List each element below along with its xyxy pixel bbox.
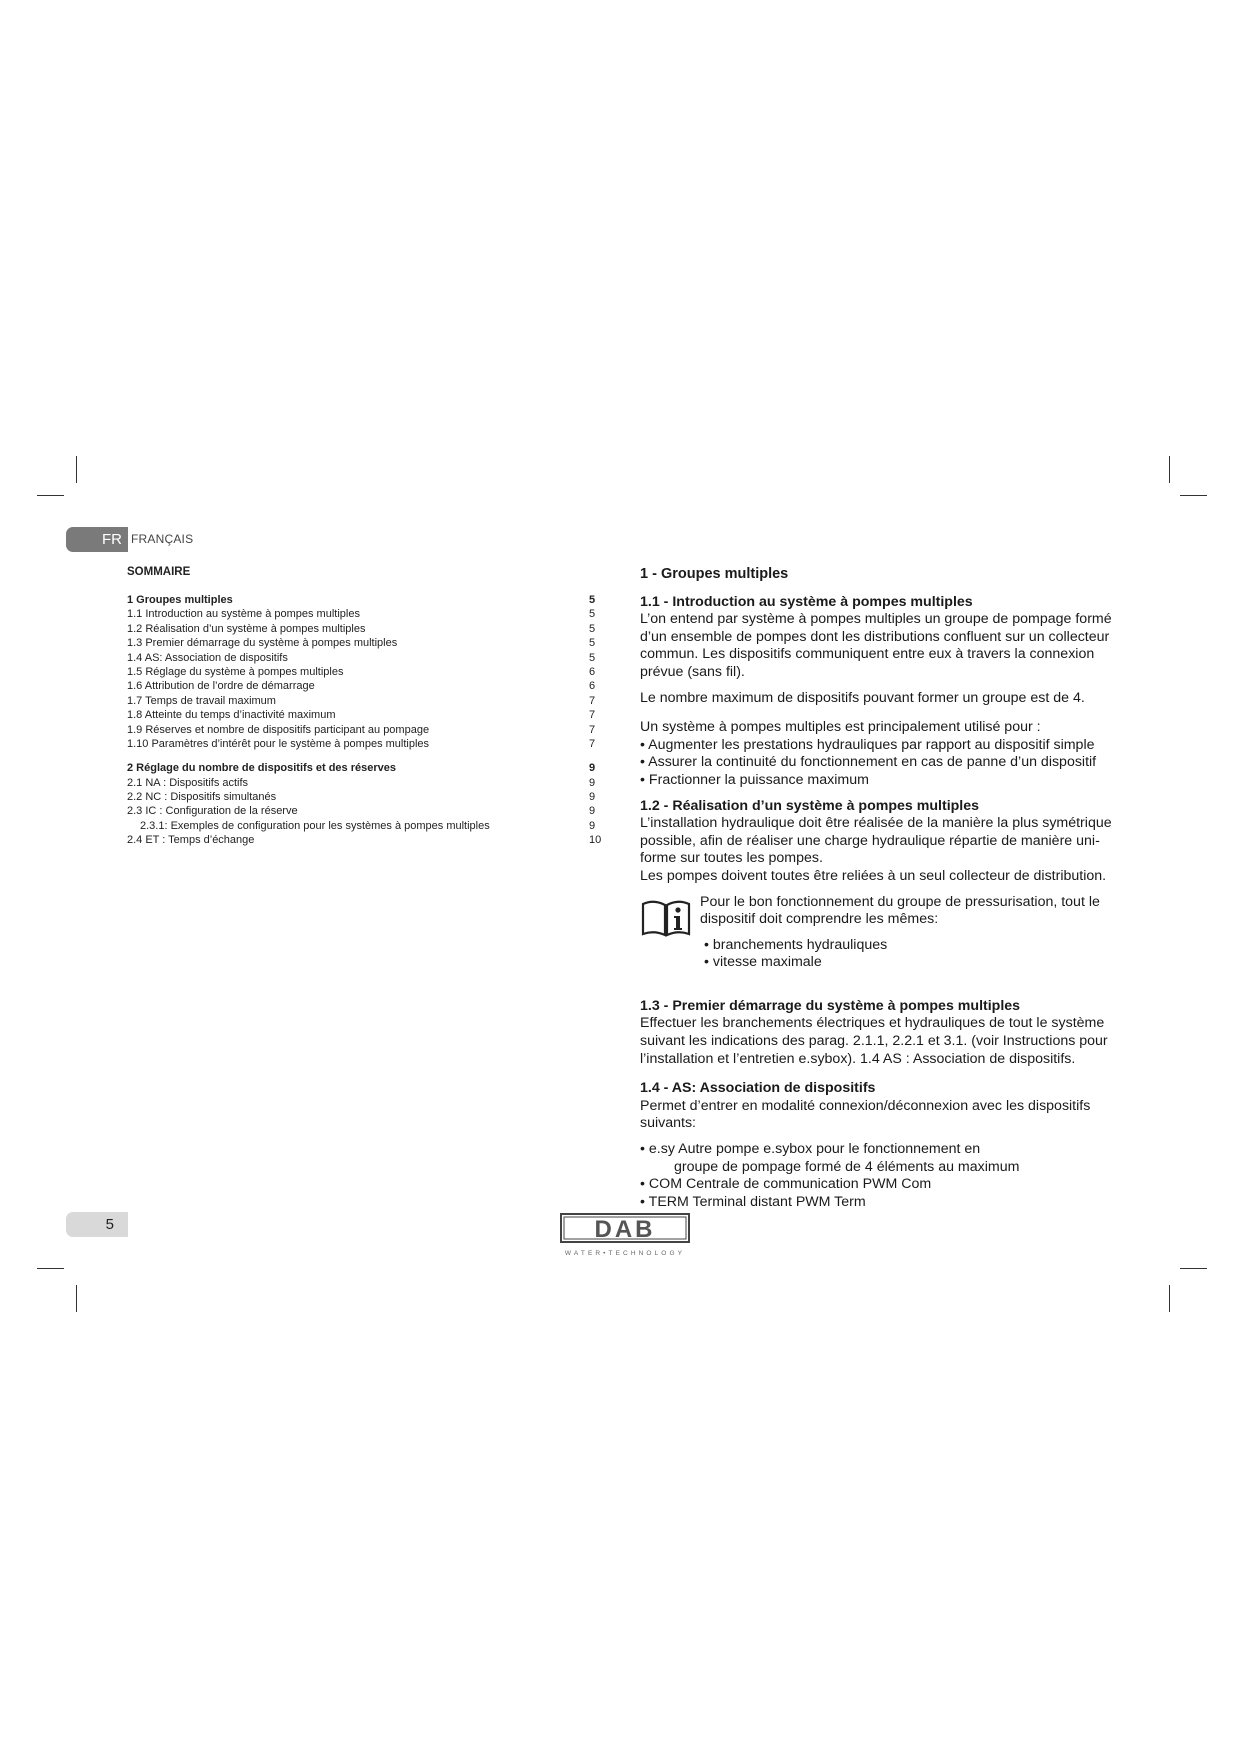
dab-logo [560,1213,690,1257]
toc-entry-title: 1.7 Temps de travail maximum [127,694,276,707]
toc-entry[interactable] [127,651,603,665]
toc-entry-page: 7 [589,737,596,750]
language-tab: FR [66,527,128,552]
info-text: Pour le bon fonctionnement du groupe de pressurisation, tout le dispositif doit comprendre les mêmes: [700,893,1100,928]
list-item: • Assurer la continuité du fonctionnement en cas de panne d’un dispositif [640,754,1122,772]
page-number: 5 [66,1212,128,1237]
toc-entry[interactable] [127,776,603,790]
section-1-2-heading: 1.2 - Réalisation d’un système à pompes multiples [640,797,980,814]
toc-entry-page: 9 [589,776,596,789]
language-name: FRANÇAIS [131,532,194,546]
toc-entry[interactable] [127,636,603,650]
toc-entry[interactable] [127,679,603,693]
section-1-heading: 1 - Groupes multiples [640,566,789,582]
section-1-3-heading: 1.3 - Premier démarrage du système à pompes multiples [640,997,1021,1014]
toc-entry[interactable] [127,665,603,679]
crop-mark [1180,1268,1207,1269]
toc-group [127,593,603,751]
paragraph: L’on entend par système à pompes multiples un groupe de pompage formé d’un ensemble de pompes dont les distributions confluent sur un collecteur commun. Les dispositifs communiquent entre eux à travers la connexion prévue (sans fil). [640,611,1112,680]
toc-entry-page: 7 [589,694,596,707]
crop-mark [76,1285,77,1312]
toc-entry-page: 5 [589,637,596,650]
paragraph: Permet d’entrer en modalité connexion/déconnexion avec les dispositifs suivants: [640,1097,1091,1132]
logo-tagline: WATER•TECHNOLOGY [564,1250,686,1257]
crop-mark [1169,1285,1170,1312]
toc-entry-page: 10 [589,834,602,847]
toc-entry-title: 2.4 ET : Temps d’échange [127,834,255,847]
toc-entry-page: 9 [589,805,596,818]
toc-entry-title: 1.10 Paramètres d’intérêt pour le système à pompes multiples [127,737,430,750]
toc-entry-page: 9 [589,791,596,804]
crop-mark [37,1268,64,1269]
list-item: • vitesse maximale [704,954,1122,972]
toc-entry-page: 9 [589,819,596,832]
toc-entry-title: 1.1 Introduction au système à pompes multiples [127,608,360,621]
crop-mark [1169,456,1170,483]
bullet-list [640,1141,1122,1159]
toc-entry-page: 5 [589,622,596,635]
toc-entry-title: 2.1 NA : Dispositifs actifs [127,776,249,789]
toc-entry-page: 7 [589,709,596,722]
logo-text: DAB [594,1216,656,1243]
toc-entry[interactable] [127,804,603,818]
toc-entry-page: 5 [589,594,596,606]
paragraph: Le nombre maximum de dispositifs pouvant former un groupe est de 4. [640,689,1085,706]
toc-entry-title: 1.4 AS: Association de dispositifs [127,651,288,664]
toc-entry[interactable] [127,833,603,847]
section-1-4-heading: 1.4 - AS: Association de dispositifs [640,1080,876,1097]
toc-entry-title: 1.5 Réglage du système à pompes multiples [127,665,344,678]
toc-entry-title: 1.6 Attribution de l’ordre de démarrage [127,680,315,693]
toc-entry-page: 5 [589,608,596,621]
toc-entry-title: 1.2 Réalisation d’un système à pompes multiples [127,622,366,635]
toc-entry-title: 2.3 IC : Configuration de la réserve [127,805,298,818]
toc-entry-title: 1.3 Premier démarrage du système à pompes multiples [127,637,398,650]
toc-entry[interactable] [127,819,603,833]
paragraph: Effectuer les branchements électriques et hydrauliques de tout le système suivant les indications des parag. 2.1.1, 2.2.1 et 3.1. (voir Instructions pour l’installation et l’entretien e.sybox). 1.4 AS : Association de dispositifs. [640,1015,1108,1067]
toc-entry-title: 1.9 Réserves et nombre de dispositifs participant au pompage [127,723,430,736]
toc-entry-page: 9 [589,762,596,775]
toc-entry-title: 2.2 NC : Dispositifs simultanés [127,791,277,804]
list-item: • Augmenter les prestations hydrauliques par rapport au dispositif simple [640,737,1122,755]
list-item: • Fractionner la puissance maximum [640,772,1122,790]
toc-entry[interactable] [127,790,603,804]
toc-entry[interactable] [127,593,603,607]
toc-entry[interactable] [127,723,603,737]
list-item: • branchements hydrauliques [704,937,1122,955]
list-item: • e.sy Autre pompe e.sybox pour le fonctionnement en [640,1141,1122,1159]
toc-entry-title: 1.8 Atteinte du temps d’inactivité maximum [127,709,336,722]
toc-group [127,761,603,847]
main-content [640,566,1122,1211]
toc-heading: SOMMAIRE [127,566,191,578]
crop-mark [1180,495,1207,496]
toc-entry[interactable] [127,622,603,636]
table-of-contents [127,566,603,858]
toc-entry-page: 6 [589,680,596,693]
toc-entry-page: 7 [589,723,596,736]
toc-entry-page: 6 [589,665,596,678]
paragraph: L’installation hydraulique doit être réalisée de la manière la plus symétrique possible, afin de réaliser une charge hydraulique répartie de manière uni-forme sur toutes les pompes. [640,815,1112,867]
bullet-list [640,737,1122,790]
toc-entry-title: 2 Réglage du nombre de dispositifs et des réserves [127,762,396,775]
list-item-continuation: groupe de pompage formé de 4 éléments au maximum [674,1158,1020,1175]
toc-entry-title: 1 Groupes multiples [127,594,233,606]
bullet-list [640,1176,1122,1211]
info-bullet-list [700,937,1122,972]
paragraph: Un système à pompes multiples est principalement utilisé pour : [640,719,1041,736]
toc-entry[interactable] [127,694,603,708]
info-note [640,894,1122,972]
section-1-1-heading: 1.1 - Introduction au système à pompes multiples [640,593,973,610]
crop-mark [37,495,64,496]
toc-entry-title: 2.3.1: Exemples de configuration pour les systèmes à pompes multiples [140,819,490,832]
toc-entry[interactable] [127,737,603,751]
crop-mark [76,456,77,483]
toc-entry-page: 5 [589,651,596,664]
toc-entry[interactable] [127,607,603,621]
info-book-icon [640,894,700,972]
toc-entry[interactable] [127,761,603,775]
list-item: • COM Centrale de communication PWM Com [640,1176,1122,1194]
toc-entry[interactable] [127,708,603,722]
paragraph: Les pompes doivent toutes être reliées à un seul collecteur de distribution. [640,867,1107,884]
list-item: • TERM Terminal distant PWM Term [640,1194,1122,1212]
